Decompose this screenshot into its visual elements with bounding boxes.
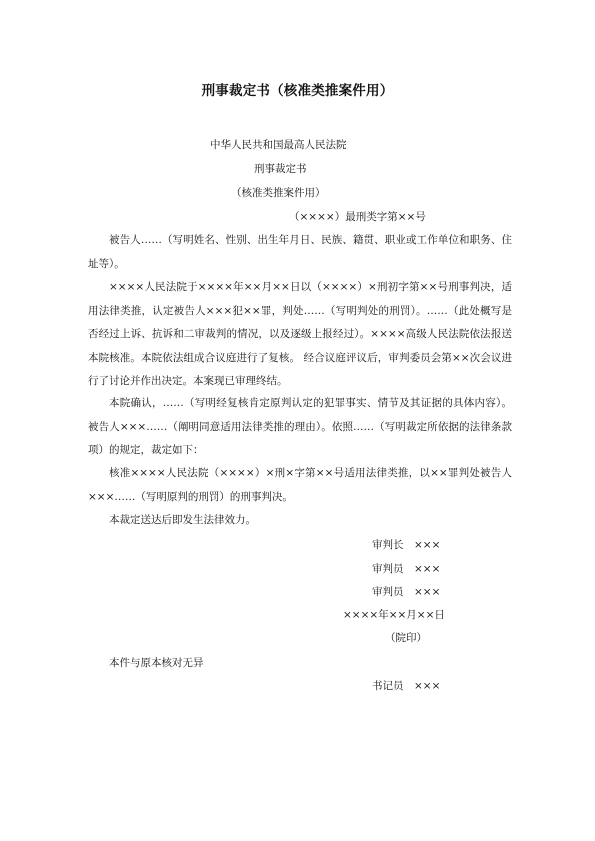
court-seal: （院印） [385,632,427,644]
signature-clerk: 书记员 ××× [372,680,441,692]
paragraph-ruling: 核准××××人民法院（××××）×刑×字第××号适用法律类推，以××罪判处被告人×××……（写明原判的刑罚）的刑事判决。 [88,467,512,503]
signature-date: ××××年××月××日 [343,609,445,621]
case-number: （××××）最刑类字第××号 [289,211,426,223]
paragraph-defendant: 被告人……（写明姓名、性别、出生年月日、民族、籍贯、职业或工作单位和职务、住址等）。 [88,234,512,270]
signature-judge-1: 审判员 ××× [372,563,441,575]
certification-note: 本件与原本核对无异 [109,657,204,669]
paragraph-findings: 本院确认，……（写明经复核肯定原判认定的犯罪事实、情节及其证据的具体内容）。被告人×××……（阐明同意适用法律类推的理由）。依照……（写明裁定所依据的法律条款项）的规定，裁定如下： [88,397,512,456]
signature-judge-2: 审判员 ××× [372,586,441,598]
signature-chief-judge: 审判长 ××× [372,539,441,551]
document-title: 刑事裁定书（核准类推案件用） [201,83,394,99]
paragraph-effect: 本裁定送达后即发生法律效力。 [109,514,256,526]
document-subtype: （核准类推案件用） [231,187,326,199]
court-name: 中华人民共和国最高人民法院 [210,139,347,151]
paragraph-case-history: ××××人民法院于××××年××月××日以（××××）×刑初字第××号刑事判决，适用法律类推，认定被告人×××犯××罪，判处……（写明判处的刑罚）。……（此处概写是否经过上诉、抗诉和二审裁判的情况，以及逐级上报经过）。××××高级人民法院依法报送本院核准。本院依法组成合议庭进行了复核。 经合议庭评议后，审判委员会第××次会议进行了讨论并作出决定。本案现已审理终结。 [88,281,512,387]
document-type: 刑事裁定书 [254,163,307,175]
